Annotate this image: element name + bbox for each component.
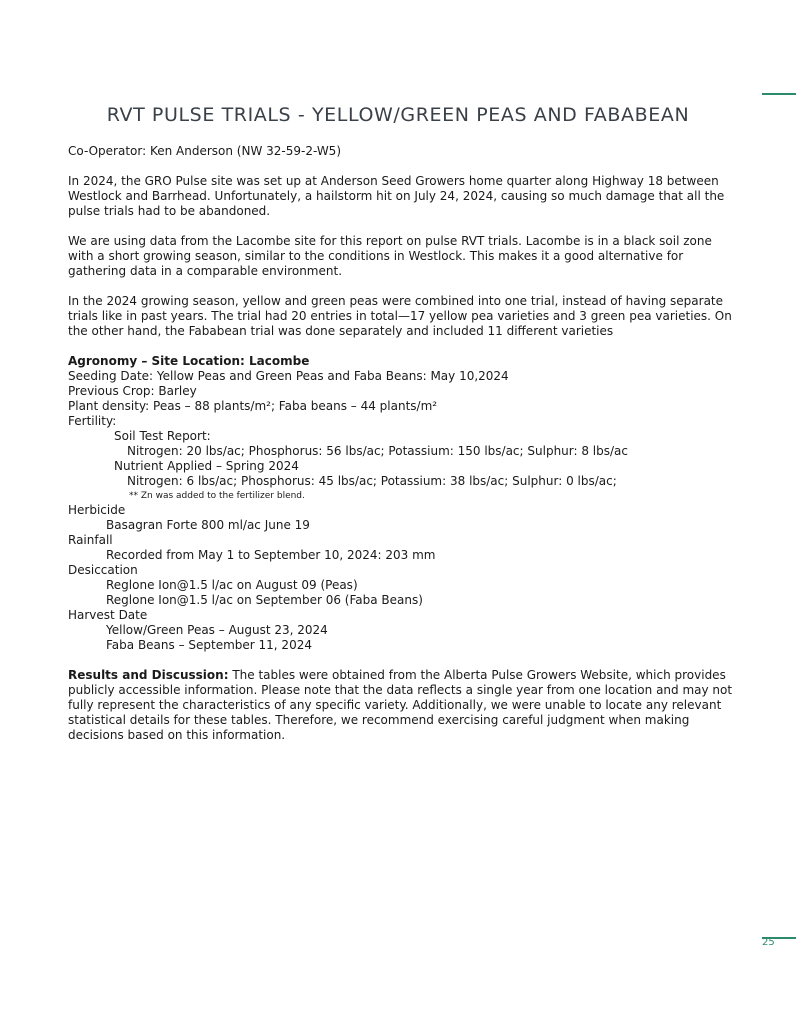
intro-paragraph-2: We are using data from the Lacombe site for this report on pulse RVT trials. Lacombe is in a black soil zone with a short growing season, similar to the conditions in Westlock. This makes it a good alternative for gathering data in a comparable environment. [68, 234, 712, 278]
soil-test-label: Soil Test Report: [114, 429, 211, 443]
zn-note: ** Zn was added to the fertilizer blend. [129, 491, 305, 501]
intro-paragraph-3: In the 2024 growing season, yellow and green peas were combined into one trial, instead of having separate trials like in past years. The trial had 20 entries in total—17 yellow pea varieties and 3 green pea varieties. On the other hand, the Fababean trial was done separately and included 11 different varieties [68, 294, 732, 338]
previous-crop: Previous Crop: Barley [68, 384, 197, 398]
page-title: RVT PULSE TRIALS - YELLOW/GREEN PEAS AND FABABEAN [106, 104, 690, 126]
harvest-peas: Yellow/Green Peas – August 23, 2024 [106, 623, 328, 637]
top-accent-rule [762, 93, 796, 95]
agronomy-heading: Agronomy – Site Location: Lacombe [68, 354, 310, 368]
soil-test-values: Nitrogen: 20 lbs/ac; Phosphorus: 56 lbs/ac; Potassium: 150 lbs/ac; Sulphur: 8 lbs/ac [127, 444, 628, 458]
agronomy-section [68, 354, 738, 653]
desiccation-faba: Reglone Ion@1.5 l/ac on September 06 (Faba Beans) [106, 593, 423, 607]
harvest-faba: Faba Beans – September 11, 2024 [106, 638, 312, 652]
desiccation-label: Desiccation [68, 563, 138, 577]
results-text: The tables were obtained from the Alberta Pulse Growers Website, which provides publicly accessible information. Please note that the data reflects a single year from one location and may not fully represent the characteristics of any specific variety. Additionally, we were unable to locate any relevant statistical details for these tables. Therefore, we recommend exercising careful judgment when making decisions based on this information. [68, 668, 733, 742]
rainfall-label: Rainfall [68, 533, 113, 547]
rainfall-value: Recorded from May 1 to September 10, 2024: 203 mm [106, 548, 436, 562]
intro-paragraph-1: In 2024, the GRO Pulse site was set up at Anderson Seed Growers home quarter along Highway 18 between Westlock and Barrhead. Unfortunately, a hailstorm hit on July 24, 2024, causing so much damage that all the pulse trials had to be abandoned. [68, 174, 725, 218]
harvest-label: Harvest Date [68, 608, 148, 622]
results-heading: Results and Discussion: [68, 668, 229, 682]
nutrient-applied-values: Nitrogen: 6 lbs/ac; Phosphorus: 45 lbs/ac; Potassium: 38 lbs/ac; Sulphur: 0 lbs/ac; [127, 474, 617, 488]
fertility-label: Fertility: [68, 414, 117, 428]
plant-density: Plant density: Peas – 88 plants/m²; Faba beans – 44 plants/m² [68, 399, 438, 413]
herbicide-label: Herbicide [68, 503, 126, 517]
results-paragraph [68, 668, 738, 743]
nutrient-applied-label: Nutrient Applied – Spring 2024 [114, 459, 299, 473]
document-body [68, 144, 738, 758]
desiccation-peas: Reglone Ion@1.5 l/ac on August 09 (Peas) [106, 578, 358, 592]
co-operator-line: Co-Operator: Ken Anderson (NW 32-59-2-W5) [68, 144, 341, 158]
seeding-date: Seeding Date: Yellow Peas and Green Peas and Faba Beans: May 10,2024 [68, 369, 509, 383]
page-number: 25 [762, 937, 775, 948]
herbicide-value: Basagran Forte 800 ml/ac June 19 [106, 518, 310, 532]
